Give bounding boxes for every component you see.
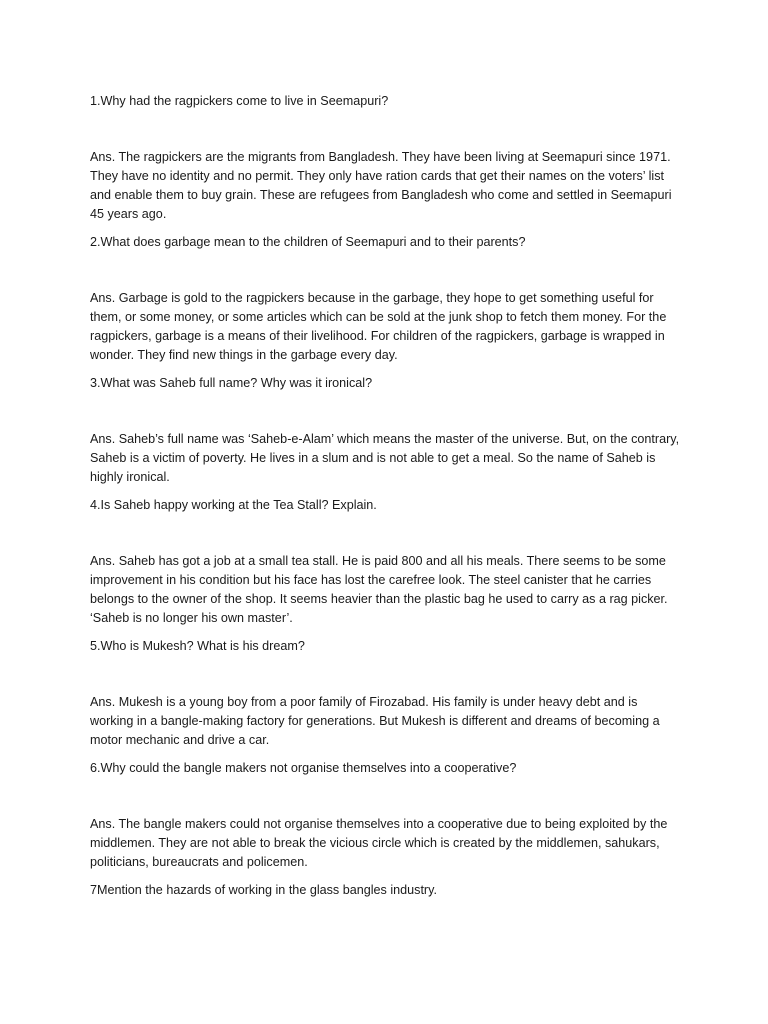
answer-2: Ans. Garbage is gold to the ragpickers because in the garbage, they hope to get something useful for them, or some money, or some articles which can be sold at the junk shop to fetch them money. For the ragpickers, garbage is a means of their livelihood. For children of the ragpickers, garbage is wrapped in wonder. They find new things in the garbage every day. [90,291,667,362]
question-7: 7Mention the hazards of working in the glass bangles industry. [90,883,437,897]
document-page [90,92,680,900]
question-3: 3.What was Saheb full name? Why was it ironical? [90,376,373,390]
answer-6: Ans. The bangle makers could not organise themselves into a cooperative due to being exploited by the middlemen. They are not able to break the vicious circle which is created by the middlemen, sahukars, politicians, bureaucrats and policemen. [90,817,668,869]
answer-4: Ans. Saheb has got a job at a small tea stall. He is paid 800 and all his meals. There seems to be some improvement in his condition but his face has lost the carefree look. The steel canister that he carries belongs to the owner of the shop. It seems heavier than the plastic bag he used to carry as a rag picker. ‘Saheb is no longer his own master’. [90,554,668,625]
question-1: 1.Why had the ragpickers come to live in Seemapuri? [90,94,389,108]
question-2: 2.What does garbage mean to the children of Seemapuri and to their parents? [90,235,526,249]
answer-3: Ans. Saheb’s full name was ‘Saheb-e-Alam’ which means the master of the universe. But, on the contrary, Saheb is a victim of poverty. He lives in a slum and is not able to get a meal. So the name of Saheb is highly ironical. [90,432,680,484]
answer-5: Ans. Mukesh is a young boy from a poor family of Firozabad. His family is under heavy debt and is working in a bangle-making factory for generations. But Mukesh is different and dreams of becoming a motor mechanic and drive a car. [90,695,660,747]
question-6: 6.Why could the bangle makers not organise themselves into a cooperative? [90,761,517,775]
answer-1: Ans. The ragpickers are the migrants from Bangladesh. They have been living at Seemapuri since 1971. They have no identity and no permit. They only have ration cards that get their names on the voters’ list and enable them to buy grain. These are refugees from Bangladesh who come and settled in Seemapuri 45 years ago. [90,150,672,221]
question-4: 4.Is Saheb happy working at the Tea Stall? Explain. [90,498,377,512]
question-5: 5.Who is Mukesh? What is his dream? [90,639,305,653]
